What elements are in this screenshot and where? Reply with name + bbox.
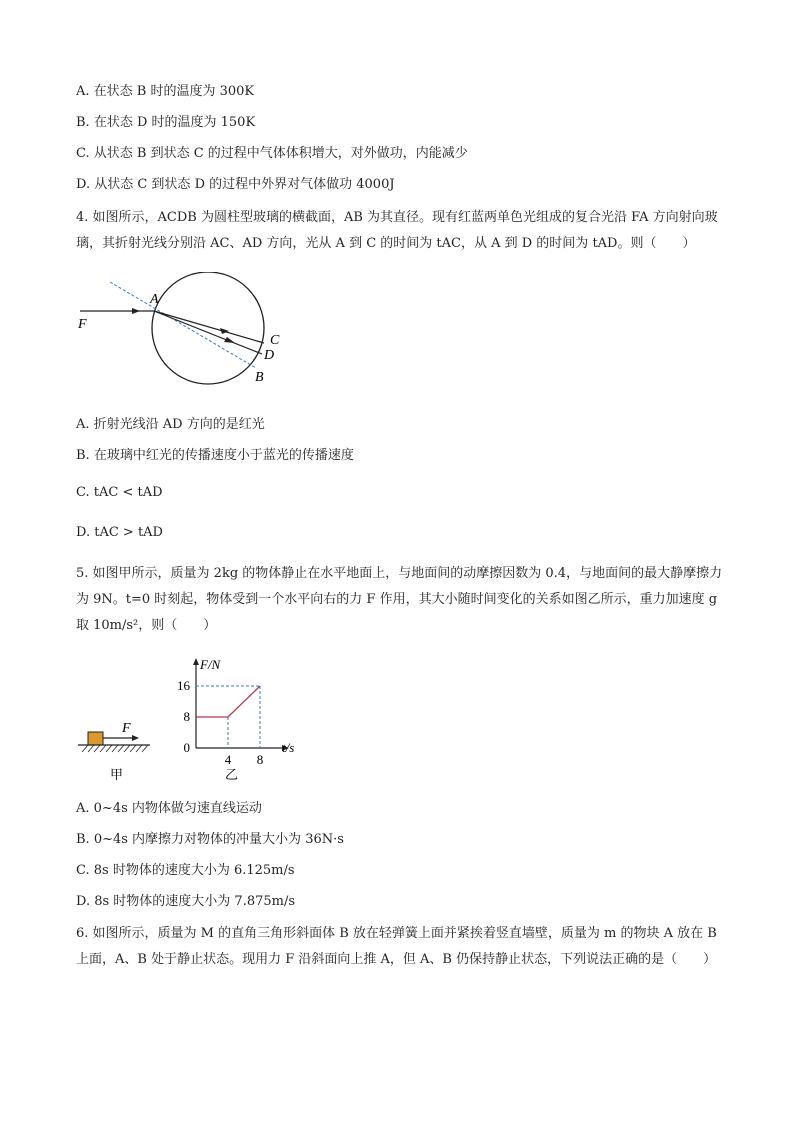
label-c: C: [270, 333, 280, 348]
fig-jia-label: 甲: [110, 767, 124, 782]
q4-stem: 4. 如图所示，ACDB 为圆柱型玻璃的横截面，AB 为其直径。现有红蓝两单色光组成的复合光沿 FA 方向射向玻璃，其折射光线分别沿 AC、AD 方向，光从 A 到 C 的时间为 tAC，从 A 到 D 的时间为 tAD。则（ ）: [76, 210, 718, 251]
x-axis-label: t/s: [282, 740, 295, 755]
q3-option-c: C. 从状态 B 到状态 C 的过程中气体体积增大，对外做功，内能减少: [76, 146, 468, 161]
q5-option-a: A. 0~4s 内物体做匀速直线运动: [76, 801, 262, 816]
refracted-ray-ad: [154, 311, 262, 354]
x-tick-label: 4: [224, 752, 232, 767]
glass-cross-section-circle: [152, 272, 264, 384]
q5-force-time-chart-yi: [168, 655, 308, 785]
block: [88, 732, 103, 745]
q3-option-d: D. 从状态 C 到状态 D 的过程中外界对气体做功 4000J: [76, 177, 395, 192]
label-f: F: [78, 317, 87, 332]
q5-option-c: C. 8s 时物体的速度大小为 6.125m/s: [76, 863, 295, 878]
q5-block-figure-jia: [78, 718, 158, 788]
q4-option-b: B. 在玻璃中红光的传播速度小于蓝光的传播速度: [76, 448, 354, 463]
q5-option-b: B. 0~4s 内摩擦力对物体的冲量大小为 36N·s: [76, 832, 344, 847]
ground-hatching: [82, 745, 148, 752]
label-b: B: [255, 370, 264, 385]
q5-stem: 5. 如图甲所示，质量为 2kg 的物体静止在水平地面上，与地面间的动摩擦因数为 0.4，与地面间的最大静摩擦力为 9N。t=0 时刻起，物体受到一个水平向右的力 F 作用，其大小随时间变化的关系如图乙所示，重力加速度 g 取 10m/s²，则（ ）: [76, 566, 723, 633]
ray-ac-arrow-head: [220, 328, 229, 334]
y-tick-label: 8: [183, 709, 190, 724]
normal-dashed-line: [110, 282, 256, 368]
force-label: F: [122, 721, 131, 736]
y-axis-arrow: [193, 658, 199, 665]
q4-option-c: C. tAC < tAD: [76, 485, 163, 500]
y-axis-label: F/N: [200, 657, 221, 672]
x-tick-label: 8: [256, 752, 264, 767]
q6-stem: 6. 如图所示，质量为 M 的直角三角形斜面体 B 放在轻弹簧上面并紧挨着竖直墙壁，质量为 m 的物块 A 放在 B 上面，A、B 处于静止状态。现用力 F 沿斜面向上推 A，但 A、B 仍保持静止状态，下列说法正确的是（ ）: [76, 926, 717, 967]
series-line: [196, 686, 260, 717]
q4-refraction-figure: [72, 272, 292, 402]
refracted-ray-ac: [154, 311, 264, 343]
ray-ad-arrow-head: [224, 337, 235, 343]
q4-option-d: D. tAC > tAD: [76, 525, 163, 540]
origin-label: 0: [183, 740, 190, 755]
q5-option-d: D. 8s 时物体的速度大小为 7.875m/s: [76, 894, 296, 909]
q3-option-a: A. 在状态 B 时的温度为 300K: [76, 84, 255, 99]
force-arrow-head: [132, 735, 139, 741]
q4-option-a: A. 折射光线沿 AD 方向的是红光: [76, 417, 265, 432]
y-tick-label: 16: [177, 678, 190, 693]
label-d: D: [264, 348, 275, 363]
label-a: A: [150, 292, 159, 307]
fig-yi-label: 乙: [225, 767, 239, 782]
incident-arrow-head: [132, 308, 140, 314]
q3-option-b: B. 在状态 D 时的温度为 150K: [76, 115, 256, 130]
